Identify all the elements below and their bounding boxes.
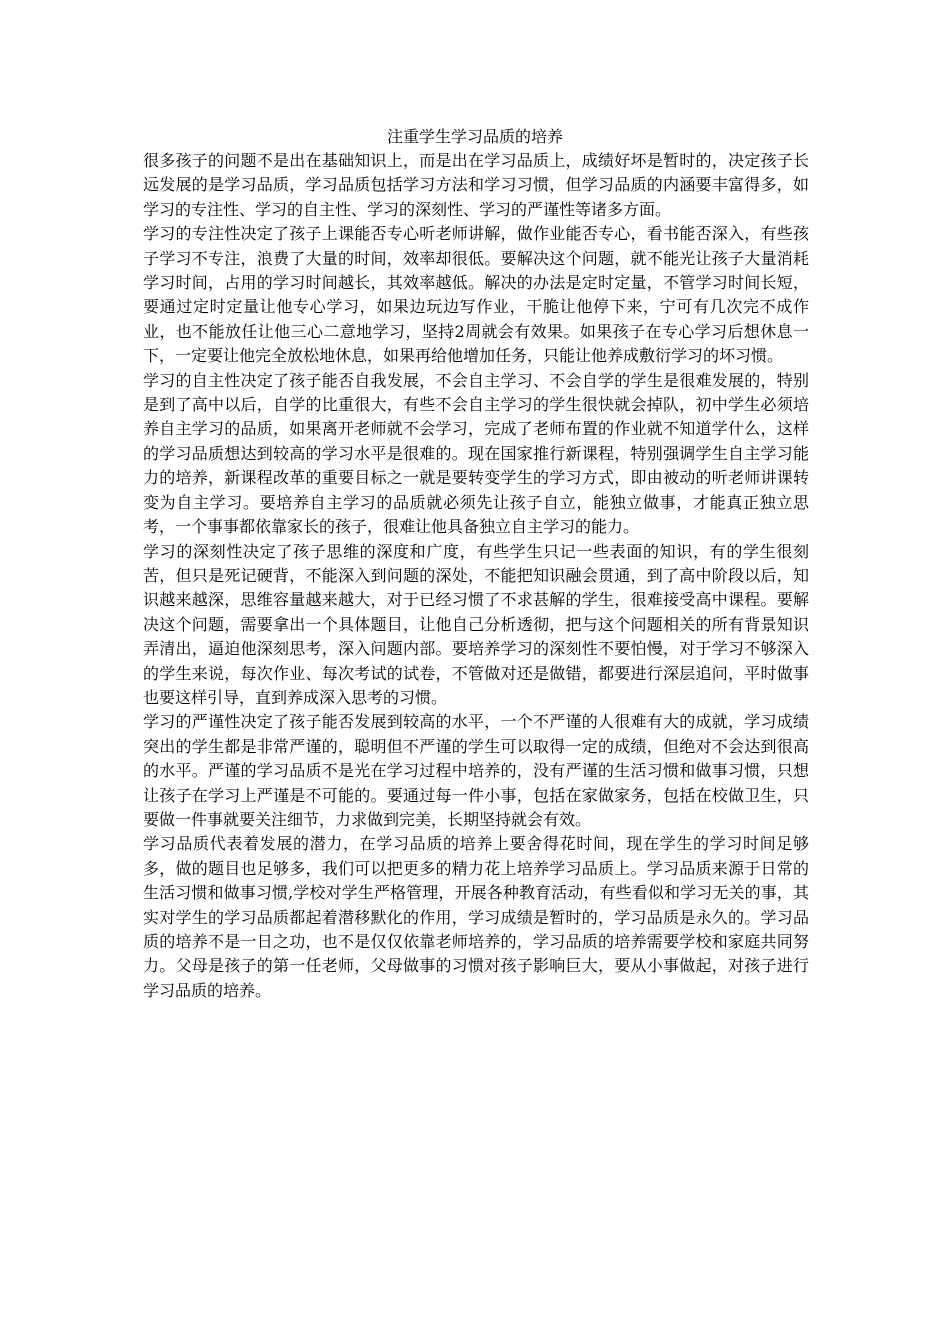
document-body xyxy=(143,149,809,1003)
paragraph-intro: 很多孩子的问题不是出在基础知识上，而是出在学习品质上，成绩好坏是暂时的，决定孩子长远发展的是学习品质，学习品质包括学习方法和学习习惯，但学习品质的内涵要丰富得多，如学习的专注性、学习的自主性、学习的深刻性、学习的严谨性等诸多方面。 xyxy=(143,151,809,219)
paragraph-rigor: 学习的严谨性决定了孩子能否发展到较高的水平，一个不严谨的人很难有大的成就，学习成绩突出的学生都是非常严谨的，聪明但不严谨的学生可以取得一定的成绩，但绝对不会达到很高的水平。严谨的学习品质不是光在学习过程中培养的，没有严谨的生活习惯和做事习惯，只想让孩子在学习上严谨是不可能的。要通过每一件小事，包括在家做家务，包括在校做卫生，只要做一件事就要关注细节，力求做到完美，长期坚持就会有效。 xyxy=(143,712,809,829)
document-title: 注重学生学习品质的培养 xyxy=(386,127,563,146)
paragraph-focus: 学习的专注性决定了孩子上课能否专心听老师讲解，做作业能否专心，看书能否深入，有些孩子学习不专注，浪费了大量的时间，效率却很低。要解决这个问题，就不能光让孩子大量消耗学习时间，占用的学习时间越长，其效率越低。解决的办法是定时定量，不管学习时间长短，要通过定时定量让他专心学习，如果边玩边写作业，干脆让他停下来，宁可有几次完不成作业，也不能放任让他三心二意地学习，坚持2周就会有效果。如果孩子在专心学习后想休息一下，一定要让他完全放松地休息，如果再给他增加任务，只能让他养成敷衍学习的坏习惯。 xyxy=(143,224,809,366)
paragraph-depth: 学习的深刻性决定了孩子思维的深度和广度，有些学生只记一些表面的知识，有的学生很刻苦，但只是死记硬背，不能深入到问题的深处，不能把知识融会贯通，到了高中阶段以后，知识越来越深，思维容量越来越大，对于已经习惯了不求甚解的学生，很难接受高中课程。要解决这个问题，需要拿出一个具体题目，让他自己分析透彻，把与这个问题相关的所有背景知识弄清出，逼迫他深刻思考，深入问题内部。要培养学习的深刻性不要怕慢，对于学习不够深入的学生来说，每次作业、每次考试的试卷，不管做对还是做错，都要进行深层追问，平时做事也要这样引导，直到养成深入思考的习惯。 xyxy=(143,541,809,707)
paragraph-autonomy: 学习的自主性决定了孩子能否自我发展，不会自主学习、不会自学的学生是很难发展的，特别是到了高中以后，自学的比重很大，有些不会自主学习的学生很快就会掉队，初中学生必须培养自主学习的品质，如果离开老师就不会学习，完成了老师布置的作业就不知道学什么，这样的学习品质想达到较高的学习水平是很难的。现在国家推行新课程，特别强调学生自主学习能力的培养，新课程改革的重要目标之一就是要转变学生的学习方式，即由被动的听老师讲课转变为自主学习。要培养自主学习的品质就必须先让孩子自立，能独立做事，才能真正独立思考，一个事事都依靠家长的孩子，很难让他具备独立自主学习的能力。 xyxy=(143,370,809,537)
paragraph-conclusion: 学习品质代表着发展的潜力，在学习品质的培养上要舍得花时间，现在学生的学习时间足够多，做的题目也足够多，我们可以把更多的精力花上培养学习品质上。学习品质来源于日常的生活习惯和做事习惯,学校对学生严格管理，开展各种教育活动，有些看似和学习无关的事，其实对学生的学习品质都起着潜移默化的作用，学习成绩是暂时的，学习品质是永久的。学习品质的培养不是一日之功，也不是仅仅依靠老师培养的，学习品质的培养需要学校和家庭共同努力。父母是孩子的第一任老师，父母做事的习惯对孩子影响巨大，要从小事做起，对孩子进行学习品质的培养。 xyxy=(143,834,809,1000)
